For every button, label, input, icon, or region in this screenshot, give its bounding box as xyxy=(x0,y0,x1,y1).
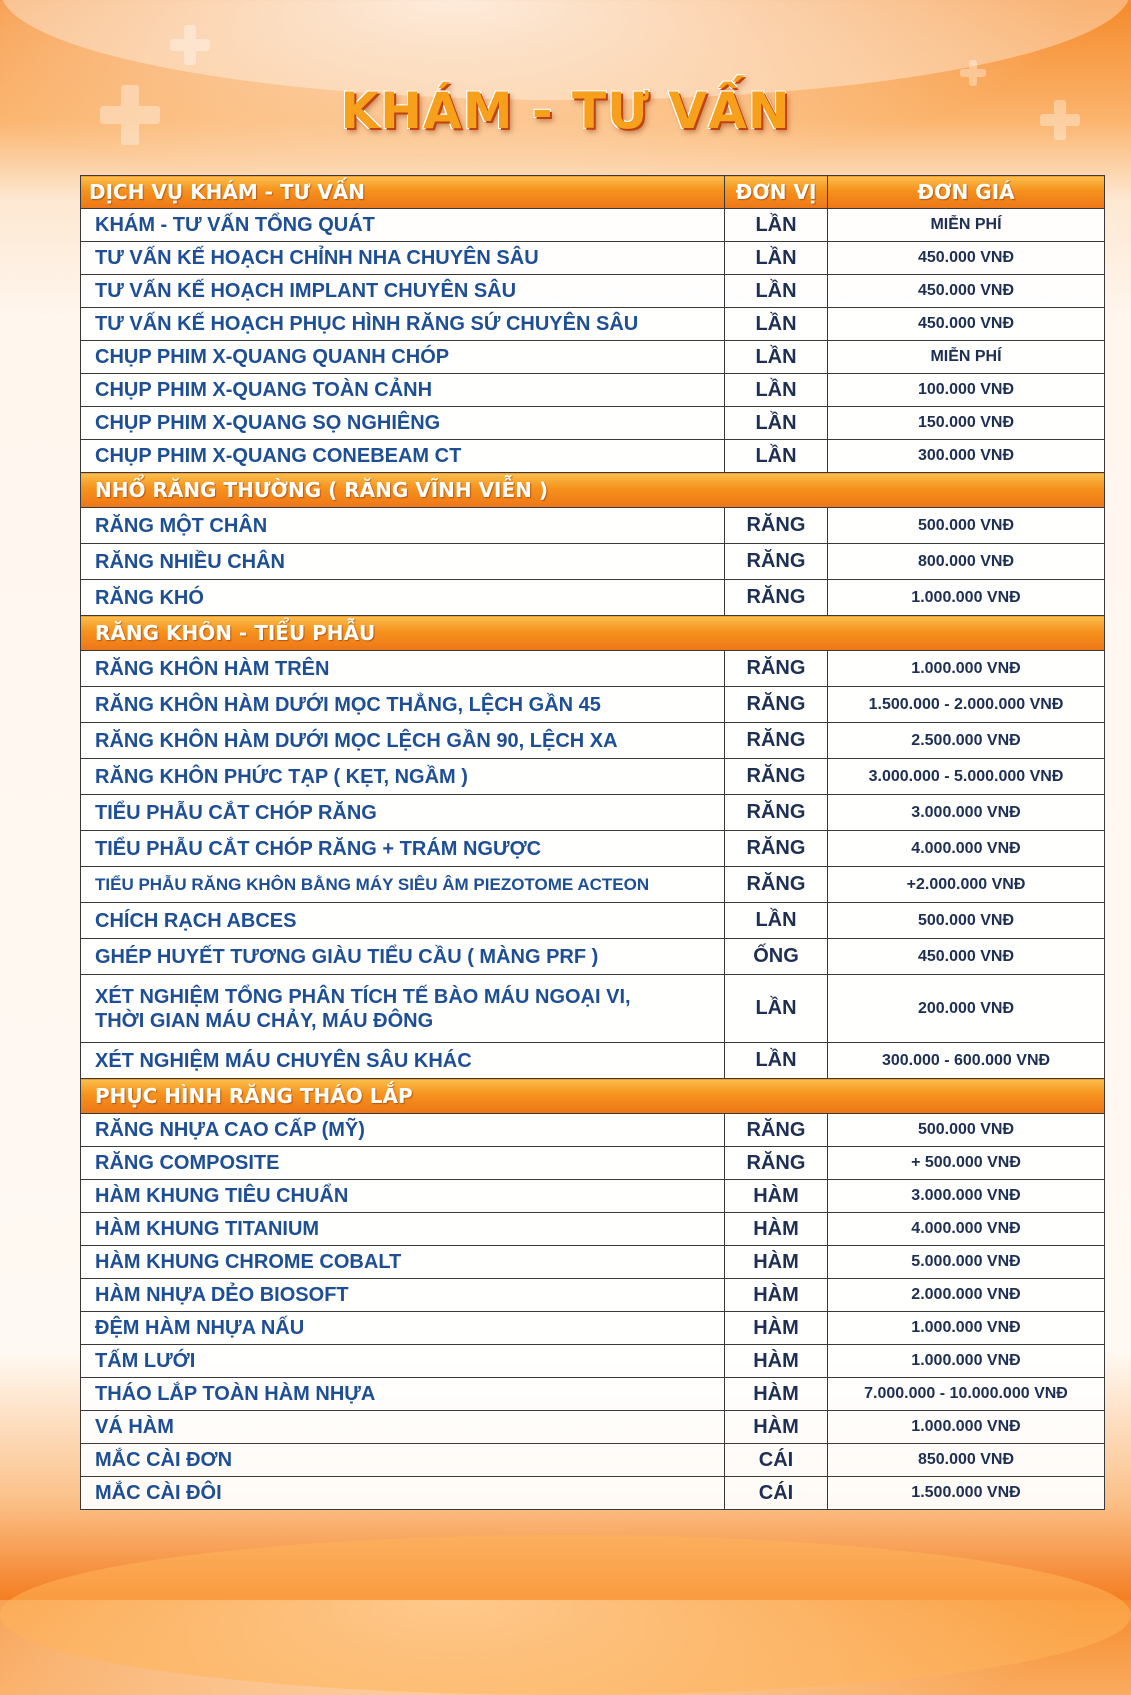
table-row xyxy=(81,1378,1105,1411)
unit: CÁI xyxy=(725,1444,828,1477)
table-row xyxy=(81,1147,1105,1180)
unit: HÀM xyxy=(725,1411,828,1444)
table-row xyxy=(81,651,1105,687)
table-row xyxy=(81,1411,1105,1444)
section-header xyxy=(81,473,1105,508)
price: 300.000 VNĐ xyxy=(828,440,1105,473)
table-row xyxy=(81,1180,1105,1213)
unit: RĂNG xyxy=(725,1147,828,1180)
unit: RĂNG xyxy=(725,831,828,867)
price: 1.000.000 VNĐ xyxy=(828,1312,1105,1345)
service-name: TIỂU PHẪU CẮT CHÓP RĂNG + TRÁM NGƯỢC xyxy=(81,831,725,867)
service-name: RĂNG KHÔN HÀM DƯỚI MỌC LỆCH GẦN 90, LỆCH XA xyxy=(81,723,725,759)
service-name: TƯ VẤN KẾ HOẠCH IMPLANT CHUYÊN SÂU xyxy=(81,275,725,308)
price: 3.000.000 VNĐ xyxy=(828,1180,1105,1213)
service-name: CHỤP PHIM X-QUANG CONEBEAM CT xyxy=(81,440,725,473)
unit: RĂNG xyxy=(725,723,828,759)
unit: HÀM xyxy=(725,1345,828,1378)
table-row xyxy=(81,1477,1105,1510)
unit: RĂNG xyxy=(725,1114,828,1147)
table-row xyxy=(81,580,1105,616)
price: 2.500.000 VNĐ xyxy=(828,723,1105,759)
table-row xyxy=(81,759,1105,795)
service-name: CHÍCH RẠCH ABCES xyxy=(81,903,725,939)
service-name: TƯ VẤN KẾ HOẠCH CHỈNH NHA CHUYÊN SÂU xyxy=(81,242,725,275)
unit: RĂNG xyxy=(725,795,828,831)
service-name: ĐỆM HÀM NHỰA NẤU xyxy=(81,1312,725,1345)
price: 100.000 VNĐ xyxy=(828,374,1105,407)
table-row xyxy=(81,407,1105,440)
price: 450.000 VNĐ xyxy=(828,939,1105,975)
service-name: KHÁM - TƯ VẤN TỔNG QUÁT xyxy=(81,209,725,242)
table-row xyxy=(81,508,1105,544)
service-name: RĂNG KHÔN PHỨC TẠP ( KẸT, NGẦM ) xyxy=(81,759,725,795)
price: 1.000.000 VNĐ xyxy=(828,1411,1105,1444)
table-row xyxy=(81,939,1105,975)
price: 450.000 VNĐ xyxy=(828,308,1105,341)
price: 450.000 VNĐ xyxy=(828,275,1105,308)
unit: RĂNG xyxy=(725,544,828,580)
service-name: HÀM KHUNG TITANIUM xyxy=(81,1213,725,1246)
service-name: TƯ VẤN KẾ HOẠCH PHỤC HÌNH RĂNG SỨ CHUYÊN SÂU xyxy=(81,308,725,341)
table-row xyxy=(81,308,1105,341)
unit: ỐNG xyxy=(725,939,828,975)
price: 2.000.000 VNĐ xyxy=(828,1279,1105,1312)
unit: HÀM xyxy=(725,1312,828,1345)
table-row xyxy=(81,723,1105,759)
price: 150.000 VNĐ xyxy=(828,407,1105,440)
service-name: THÁO LẮP TOÀN HÀM NHỰA xyxy=(81,1378,725,1411)
unit: HÀM xyxy=(725,1378,828,1411)
service-name-line-2: THỜI GIAN MÁU CHẢY, MÁU ĐÔNG xyxy=(95,1009,434,1032)
table-row xyxy=(81,1444,1105,1477)
table-row xyxy=(81,275,1105,308)
price: +2.000.000 VNĐ xyxy=(828,867,1105,903)
table-row xyxy=(81,975,1105,1043)
service-name: VÁ HÀM xyxy=(81,1411,725,1444)
table-row xyxy=(81,242,1105,275)
unit: CÁI xyxy=(725,1477,828,1510)
service-name: RĂNG MỘT CHÂN xyxy=(81,508,725,544)
service-name: TIỂU PHẪU CẮT CHÓP RĂNG xyxy=(81,795,725,831)
service-name: TIỂU PHẪU RĂNG KHÔN BẰNG MÁY SIÊU ÂM PIEZOTOME ACTEON xyxy=(81,867,725,903)
price: 800.000 VNĐ xyxy=(828,544,1105,580)
table-row xyxy=(81,341,1105,374)
unit: LẦN xyxy=(725,242,828,275)
table-row xyxy=(81,687,1105,723)
medical-cross-icon xyxy=(170,25,210,65)
service-name: HÀM NHỰA DẺO BIOSOFT xyxy=(81,1279,725,1312)
service-name: RĂNG NHIỀU CHÂN xyxy=(81,544,725,580)
table-row xyxy=(81,1246,1105,1279)
unit: LẦN xyxy=(725,308,828,341)
price: 200.000 VNĐ xyxy=(828,975,1105,1043)
service-name: HÀM KHUNG CHROME COBALT xyxy=(81,1246,725,1279)
table-row xyxy=(81,1312,1105,1345)
unit: HÀM xyxy=(725,1213,828,1246)
service-name: GHÉP HUYẾT TƯƠNG GIÀU TIỂU CẦU ( MÀNG PRF ) xyxy=(81,939,725,975)
service-name: CHỤP PHIM X-QUANG SỌ NGHIÊNG xyxy=(81,407,725,440)
table-row xyxy=(81,544,1105,580)
service-name: RĂNG KHÔN HÀM DƯỚI MỌC THẲNG, LỆCH GẦN 45 xyxy=(81,687,725,723)
table-row xyxy=(81,903,1105,939)
section-header xyxy=(81,1079,1105,1114)
price: 450.000 VNĐ xyxy=(828,242,1105,275)
unit: RĂNG xyxy=(725,759,828,795)
unit: LẦN xyxy=(725,341,828,374)
table-row xyxy=(81,1114,1105,1147)
unit: RĂNG xyxy=(725,580,828,616)
section-title: NHỔ RĂNG THƯỜNG ( RĂNG VĨNH VIỄN ) xyxy=(81,473,1105,508)
service-name xyxy=(81,975,725,1043)
table-row xyxy=(81,1043,1105,1079)
service-name: MẮC CÀI ĐÔI xyxy=(81,1477,725,1510)
unit: LẦN xyxy=(725,975,828,1043)
table-header xyxy=(81,176,1105,209)
service-name: CHỤP PHIM X-QUANG QUANH CHÓP xyxy=(81,341,725,374)
unit: LẦN xyxy=(725,903,828,939)
price: 1.000.000 VNĐ xyxy=(828,580,1105,616)
price: 500.000 VNĐ xyxy=(828,508,1105,544)
price: 7.000.000 - 10.000.000 VNĐ xyxy=(828,1378,1105,1411)
unit: LẦN xyxy=(725,209,828,242)
unit: HÀM xyxy=(725,1246,828,1279)
page-title: KHÁM - TƯ VẤN xyxy=(340,82,791,140)
unit: HÀM xyxy=(725,1180,828,1213)
price: 500.000 VNĐ xyxy=(828,903,1105,939)
table-row xyxy=(81,440,1105,473)
price: 500.000 VNĐ xyxy=(828,1114,1105,1147)
price: 850.000 VNĐ xyxy=(828,1444,1105,1477)
section-title: RĂNG KHÔN - TIỂU PHẪU xyxy=(81,616,1105,651)
price-table xyxy=(80,175,1105,1510)
price: 3.000.000 - 5.000.000 VNĐ xyxy=(828,759,1105,795)
table-row xyxy=(81,1213,1105,1246)
service-name: RĂNG KHÔN HÀM TRÊN xyxy=(81,651,725,687)
price: 4.000.000 VNĐ xyxy=(828,831,1105,867)
header-price: ĐƠN GIÁ xyxy=(828,176,1105,209)
unit: RĂNG xyxy=(725,687,828,723)
bottom-swoosh xyxy=(0,1535,1131,1695)
price: MIỄN PHÍ xyxy=(828,341,1105,374)
unit: LẦN xyxy=(725,374,828,407)
price: 1.500.000 - 2.000.000 VNĐ xyxy=(828,687,1105,723)
price: 5.000.000 VNĐ xyxy=(828,1246,1105,1279)
unit: LẦN xyxy=(725,440,828,473)
service-name: HÀM KHUNG TIÊU CHUẨN xyxy=(81,1180,725,1213)
service-name: TẤM LƯỚI xyxy=(81,1345,725,1378)
service-name: RĂNG KHÓ xyxy=(81,580,725,616)
unit: RĂNG xyxy=(725,508,828,544)
service-name: RĂNG NHỰA CAO CẤP (MỸ) xyxy=(81,1114,725,1147)
price: 300.000 - 600.000 VNĐ xyxy=(828,1043,1105,1079)
price: + 500.000 VNĐ xyxy=(828,1147,1105,1180)
table-row xyxy=(81,867,1105,903)
service-name: MẮC CÀI ĐƠN xyxy=(81,1444,725,1477)
price: MIỄN PHÍ xyxy=(828,209,1105,242)
table-row xyxy=(81,1279,1105,1312)
table-row xyxy=(81,1345,1105,1378)
price: 1.500.000 VNĐ xyxy=(828,1477,1105,1510)
section-header xyxy=(81,616,1105,651)
unit: RĂNG xyxy=(725,867,828,903)
header-unit: ĐƠN VỊ xyxy=(725,176,828,209)
price: 3.000.000 VNĐ xyxy=(828,795,1105,831)
table-row xyxy=(81,795,1105,831)
unit: LẦN xyxy=(725,407,828,440)
unit: RĂNG xyxy=(725,651,828,687)
header-service: DỊCH VỤ KHÁM - TƯ VẤN xyxy=(81,176,725,209)
section-title: PHỤC HÌNH RĂNG THÁO LẮP xyxy=(81,1079,1105,1114)
price: 1.000.000 VNĐ xyxy=(828,1345,1105,1378)
table-row xyxy=(81,209,1105,242)
price: 1.000.000 VNĐ xyxy=(828,651,1105,687)
price: 4.000.000 VNĐ xyxy=(828,1213,1105,1246)
service-name: RĂNG COMPOSITE xyxy=(81,1147,725,1180)
service-name-line-1: XÉT NGHIỆM TỔNG PHÂN TÍCH TẾ BÀO MÁU NGOẠI VI, xyxy=(95,985,631,1008)
service-name: XÉT NGHIỆM MÁU CHUYÊN SÂU KHÁC xyxy=(81,1043,725,1079)
table-row xyxy=(81,831,1105,867)
unit: LẦN xyxy=(725,1043,828,1079)
unit: LẦN xyxy=(725,275,828,308)
table-row xyxy=(81,374,1105,407)
service-name: CHỤP PHIM X-QUANG TOÀN CẢNH xyxy=(81,374,725,407)
unit: HÀM xyxy=(725,1279,828,1312)
